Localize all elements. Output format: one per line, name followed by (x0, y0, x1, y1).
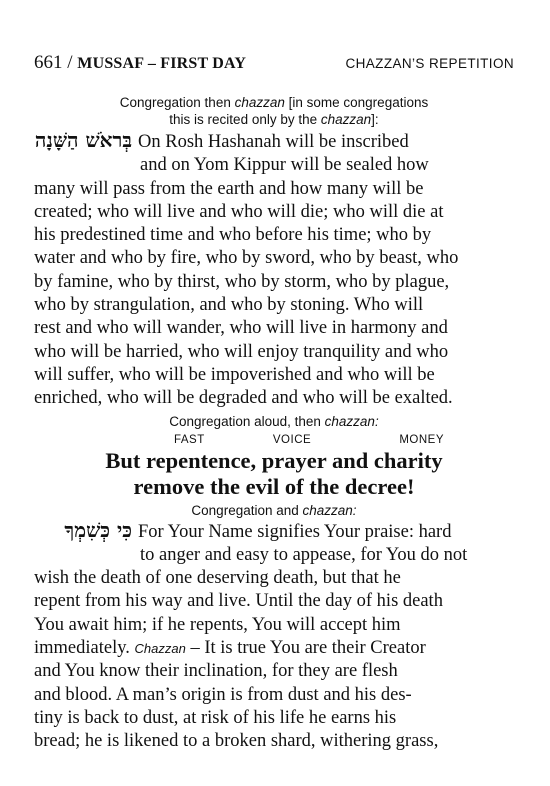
text-line (34, 590, 514, 613)
rubric-text: ]: (371, 112, 379, 127)
text-line-content: who by strangulation, and who by stoning. Who will (34, 295, 424, 316)
rubric-italic: chazzan (234, 95, 285, 110)
text-line (34, 544, 514, 567)
service-title: MUSSAF – FIRST DAY (77, 55, 247, 72)
text-line (34, 684, 514, 707)
declaration (34, 448, 514, 500)
text-line-content: to anger and easy to appease, for You do not (140, 544, 468, 565)
text-line (34, 637, 514, 660)
text-line (34, 129, 514, 154)
rubric-italic: chazzan: (324, 413, 379, 429)
page-number: 661 (34, 52, 63, 73)
text-line (34, 294, 514, 317)
text-line (34, 201, 514, 224)
text-line-content: repent from his way and live. Until the day of his death (34, 591, 443, 612)
rubric-text: [in some congregations (284, 95, 429, 110)
rubric-text: this is recited only by the (169, 112, 321, 127)
word-labels (34, 434, 514, 446)
text-line-content: and on Yom Kippur will be sealed how (140, 155, 429, 176)
text-line-content: tiny is back to dust, at risk of his life he earns his (34, 707, 397, 728)
rubric-text: Congregation aloud, then (169, 413, 325, 429)
text-line (34, 614, 514, 637)
rubric-line (34, 94, 514, 111)
text-line-content: bread; he is likened to a broken shard, withering grass, (34, 731, 439, 752)
text-line (34, 660, 514, 683)
rubric-text: Congregation then (119, 95, 235, 110)
header-left (34, 52, 246, 74)
header-separator: / (67, 52, 73, 73)
text-line (34, 247, 514, 270)
text-line-content: On Rosh Hashanah will be inscribed (138, 132, 409, 152)
text-line (34, 707, 514, 730)
text-line (34, 154, 514, 177)
rubric-instruction-2 (34, 413, 514, 430)
text-line-content: rest and who will wander, who will live in harmony and (34, 318, 448, 339)
label-money: MONEY (399, 433, 444, 446)
text-line-content: enriched, who will be degraded and who will be exalted. (34, 388, 453, 409)
text-line-content: wish the death of one deserving death, but that he (34, 568, 401, 589)
rubric-italic: chazzan: (302, 502, 357, 518)
text-line-content: who will be harried, who will enjoy tranquility and who (34, 341, 449, 362)
text-line-content: and You know their inclination, for they are flesh (34, 661, 398, 682)
text-line (34, 519, 514, 544)
rubric-instruction-3 (34, 502, 514, 519)
text-line (34, 364, 514, 387)
text-line (34, 317, 514, 340)
text-line (34, 341, 514, 364)
text-line (34, 178, 514, 201)
text-line-content: – It is true You are their Creator (185, 638, 426, 659)
section-title: CHAZZAN’S REPETITION (345, 56, 514, 71)
page-header (34, 52, 514, 82)
text-line-content: his predestined time and who before his time; who by (34, 225, 432, 246)
text-line-content: immediately. (34, 638, 135, 659)
paragraph-unesaneh-tokef (34, 129, 514, 411)
text-line-content: will suffer, who will be impoverished and who will be (34, 364, 435, 385)
rubric-text: Congregation and (191, 502, 303, 518)
declaration-line-2: remove the evil of the decree! (133, 473, 415, 499)
rubric-italic: chazzan (320, 112, 372, 127)
text-line-content: For Your Name signifies Your praise: hard (138, 521, 452, 542)
paragraph-ki-keshimcha (34, 519, 514, 754)
hebrew-incipit: בְּראֹשׁ הַשָּׁנָה (34, 128, 132, 152)
text-line-content: water and who by fire, who by sword, who by beast, who (34, 248, 459, 269)
text-line (34, 271, 514, 294)
text-line-content: many will pass from the earth and how many will be (34, 178, 424, 199)
text-line-content: created; who will live and who will die; who will die at (34, 201, 444, 222)
declaration-line-1: But repentence, prayer and charity (105, 447, 443, 473)
rubric-instruction-1 (34, 94, 514, 128)
text-line-content: by famine, who by thirst, who by storm, who by plague, (34, 271, 450, 292)
text-line (34, 567, 514, 590)
hebrew-incipit: כִּי כְּשִׁמְךָ (64, 517, 132, 542)
chazzan-marker: Chazzan (134, 641, 186, 657)
text-line (34, 730, 514, 753)
text-line-content: and blood. A man’s origin is from dust and his des- (34, 684, 412, 705)
text-line (34, 224, 514, 247)
label-fast: FAST (174, 433, 205, 446)
text-line-content: You await him; if he repents, You will accept him (34, 614, 401, 635)
prayer-page (34, 52, 514, 754)
rubric-line (34, 111, 514, 128)
label-voice: VOICE (272, 433, 312, 446)
text-line (34, 387, 514, 410)
